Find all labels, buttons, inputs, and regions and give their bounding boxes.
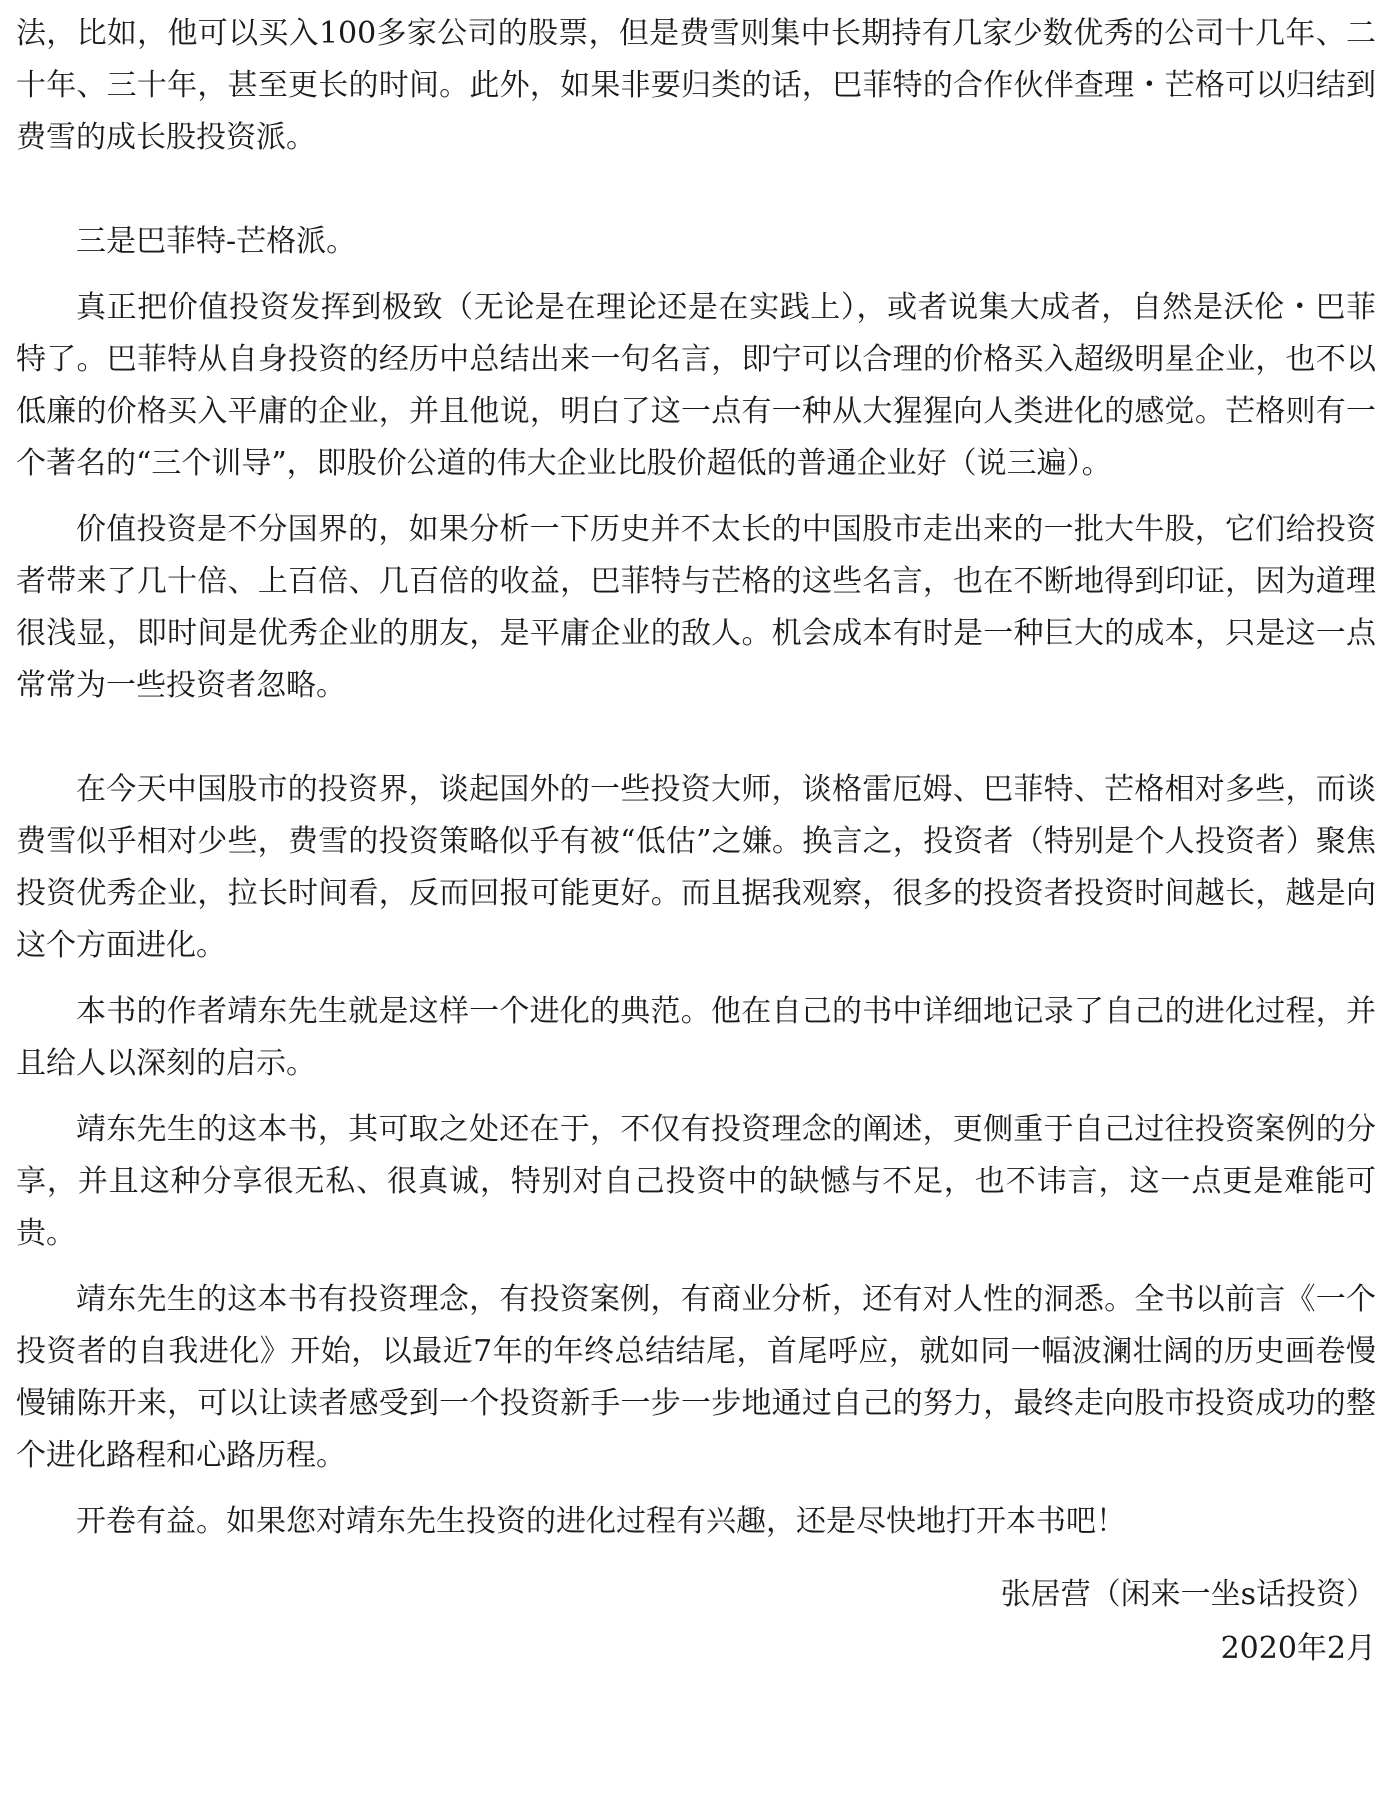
paragraph-continued: 法，比如，他可以买入100多家公司的股票，但是费雪则集中长期持有几家少数优秀的公司十几年、二十年、三十年，甚至更长的时间。此外，如果非要归类的话，巴菲特的合作伙伴查理・芒格可以归结到费雪的成长股投资派。 bbox=[16, 16, 1376, 155]
paragraph: 价值投资是不分国界的，如果分析一下历史并不太长的中国股市走出来的一批大牛股，它们给投资者带来了几十倍、上百倍、几百倍的收益，巴菲特与芒格的这些名言，也在不断地得到印证，因为道理很浅显，即时间是优秀企业的朋友，是平庸企业的敌人。机会成本有时是一种巨大的成本，只是这一点常常为一些投资者忽略。 bbox=[16, 512, 1376, 703]
paragraph: 真正把价值投资发挥到极致（无论是在理论还是在实践上），或者说集大成者，自然是沃伦・巴菲特了。巴菲特从自身投资的经历中总结出来一句名言，即宁可以合理的价格买入超级明星企业，也不以低廉的价格买入平庸的企业，并且他说，明白了这一点有一种从大猩猩向人类进化的感觉。芒格则有一个著名的“三个训导”，即股价公道的伟大企业比股价超低的普通企业好（说三遍）。 bbox=[16, 290, 1376, 481]
paragraph: 靖东先生的这本书，其可取之处还在于，不仅有投资理念的阐述，更侧重于自己过往投资案例的分享，并且这种分享很无私、很真诚，特别对自己投资中的缺憾与不足，也不讳言，这一点更是难能可贵。 bbox=[16, 1112, 1376, 1251]
paragraph-closing: 开卷有益。如果您对靖东先生投资的进化过程有兴趣，还是尽快地打开本书吧！ bbox=[76, 1504, 1126, 1539]
signature-block bbox=[16, 1568, 1376, 1676]
paragraph: 本书的作者靖东先生就是这样一个进化的典范。他在自己的书中详细地记录了自己的进化过程，并且给人以深刻的启示。 bbox=[16, 994, 1376, 1081]
document-page bbox=[16, 8, 1376, 1676]
paragraph: 在今天中国股市的投资界，谈起国外的一些投资大师，谈格雷厄姆、巴菲特、芒格相对多些，而谈费雪似乎相对少些，费雪的投资策略似乎有被“低估”之嫌。换言之，投资者（特别是个人投资者）聚焦投资优秀企业，拉长时间看，反而回报可能更好。而且据我观察，很多的投资者投资时间越长，越是向这个方面进化。 bbox=[16, 772, 1376, 963]
signature-date: 2020年2月 bbox=[1220, 1631, 1376, 1666]
paragraph-heading-buffett-munger: 三是巴菲特-芒格派。 bbox=[76, 224, 357, 259]
signature-author: 张居营（闲来一坐s话投资） bbox=[1000, 1577, 1376, 1612]
paragraph: 靖东先生的这本书有投资理念，有投资案例，有商业分析，还有对人性的洞悉。全书以前言《一个投资者的自我进化》开始，以最近7年的年终总结结尾，首尾呼应，就如同一幅波澜壮阔的历史画卷慢慢铺陈开来，可以让读者感受到一个投资新手一步一步地通过自己的努力，最终走向股市投资成功的整个进化路程和心路历程。 bbox=[16, 1282, 1376, 1473]
